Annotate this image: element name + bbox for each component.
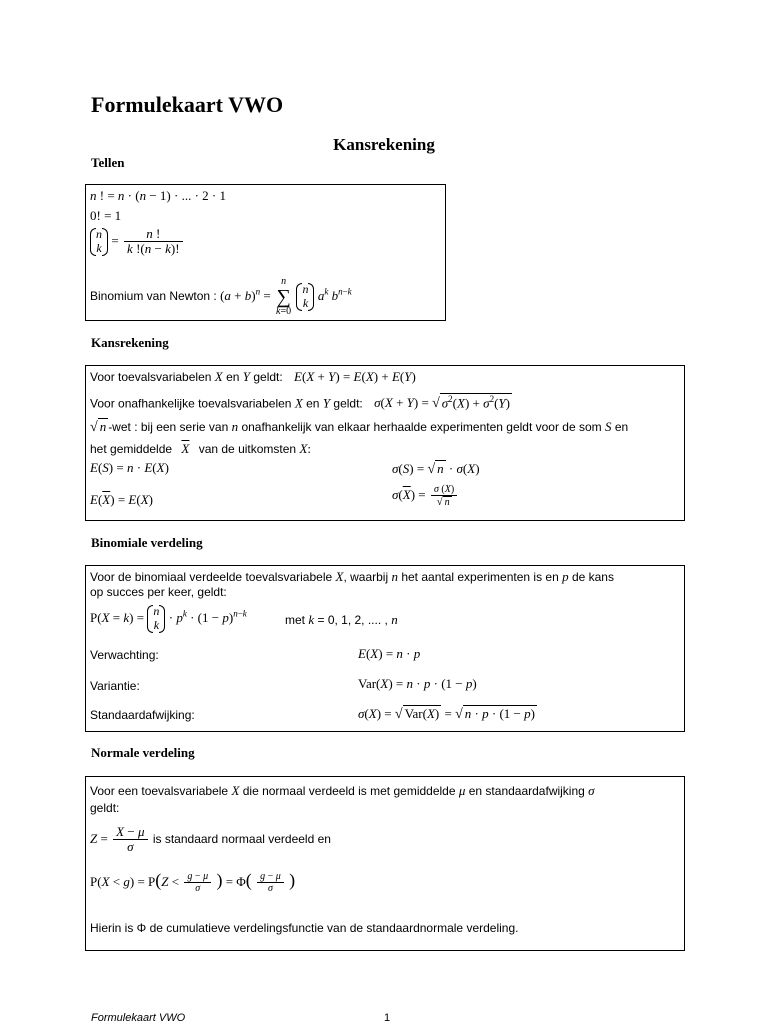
normaal-box xyxy=(85,776,685,951)
z-formula: Z = $\frac{X - \mu}{\sigma}$ is standaard normaal verdeeld en xyxy=(90,824,331,855)
normal-probability-formula: P(X < g) = P(Z < $\frac{g - \mu}{\sigma}$ ) = Φ( $\frac{g - \mu}{\sigma}$ ) xyxy=(90,870,296,895)
line1-suffix: geldt: xyxy=(253,370,283,384)
normaal-heading: Normale verdeling xyxy=(91,745,195,760)
binomial-intro: Voor de binomiaal verdeelde toevalsvariabele X, waarbij n het aantal experimenten is en p de kans xyxy=(90,569,614,584)
line2-prefix: Voor onafhankelijke toevalsvariabelen xyxy=(90,396,292,411)
line4-text2: van de uitkomsten xyxy=(198,442,297,456)
footer-left: Formulekaart VWO xyxy=(91,1012,186,1024)
binomiaal-box xyxy=(85,565,685,732)
verwachting-formula: E(X) = n · p xyxy=(358,646,421,661)
normal-intro2: die normaal verdeeld is met gemiddelde xyxy=(242,784,456,798)
section-title: Kansrekening xyxy=(333,135,435,154)
line2-suffix: geldt: xyxy=(333,396,363,411)
k-range: met k = 0, 1, 2, .... , n xyxy=(285,612,398,627)
binomiaal-heading: Binomiale verdeling xyxy=(91,535,203,550)
k-values: = 0, 1, 2, .... , xyxy=(317,613,388,627)
line4-text: het gemiddelde xyxy=(90,442,173,456)
es-formula: E(S) = n · E(X) xyxy=(90,460,169,475)
sigma-s-formula: σ(S) = √ n · σ(X) xyxy=(392,461,480,477)
binom-intro1: Voor de binomiaal verdeelde toevalsvariabele xyxy=(90,570,333,584)
line1-prefix: Voor toevalsvariabelen xyxy=(90,370,212,384)
newton-formula: Binomium van Newton : $(a + b)^n = n$ ∑ k=0 n k $a^k$ $b^{n-k}$ xyxy=(90,276,352,317)
normal-intro-geldt: geldt: xyxy=(90,801,120,815)
line3-text2: onafhankelijk van elkaar herhaalde experimenten geldt voor de som xyxy=(241,420,602,434)
normal-intro: Voor een toevalsvariabele X die normaal verdeeld is met gemiddelde μ en standaardafwijking σ xyxy=(90,783,595,798)
binomial-pmf: P(X = k) = n k · $p^k \cdot (1 - p)^{n-k}$ xyxy=(90,604,247,632)
kansrekening-heading: Kansrekening xyxy=(91,335,169,350)
binomial-intro2: op succes per keer, geldt: xyxy=(90,585,227,599)
factorial-formula: n ! = n · (n − 1) · ... · 2 · 1 xyxy=(90,188,226,203)
sigma-mean-formula: $\sigma(\overline{X})$ = $\frac{\sigma (X)}{√ n}$ xyxy=(392,484,459,508)
mean-line: het gemiddelde $\overline{X}$ van de uitkomsten X: xyxy=(90,441,312,456)
line3-text3: en xyxy=(614,420,629,434)
e-mean-formula: $E(\overline{X}) = E(X)$ xyxy=(90,492,154,507)
normal-intro3: en standaardafwijking xyxy=(468,784,585,798)
tellen-heading: Tellen xyxy=(91,155,125,170)
hierin-text: Hierin is Φ de cumulatieve verdelingsfunctie van de standaardnormale verdeling. xyxy=(90,921,519,935)
newton-label: Binomium van Newton : xyxy=(90,289,217,304)
expectation-sum-line: Voor toevalsvariabelen X en Y geldt: E(X + Y) = E(X) + E(Y) xyxy=(90,369,416,384)
verwachting-label: Verwachting: xyxy=(90,648,159,662)
binom-intro2: , waarbij xyxy=(343,570,389,584)
binom-intro4: de kans xyxy=(571,570,614,584)
line2-mid: en xyxy=(306,396,320,411)
sd-formula: σ(X) = √ Var(X) = √ n · p · (1 − p) xyxy=(358,706,535,722)
line1-mid: en xyxy=(226,370,240,384)
sd-label: Standaardafwijking: xyxy=(90,708,195,722)
variantie-formula: Var(X) = n · p · (1 − p) xyxy=(358,676,477,691)
kansrekening-box xyxy=(85,365,685,521)
variantie-label: Variantie: xyxy=(90,679,140,693)
z-text: is standaard normaal verdeeld en xyxy=(152,831,331,846)
met-label: met xyxy=(285,613,306,627)
binom-intro3: het aantal experimenten is en xyxy=(401,570,559,584)
binomial-coefficient-formula: n k = $\frac{n !}{k !(n - k)!}$ xyxy=(90,227,185,257)
tellen-box xyxy=(85,184,446,321)
sd-sum-line: Voor onafhankelijke toevalsvariabelen X en Y geldt: σ(X + Y) = √ $\sigma^2(X) + \sigma^2(Y)$ xyxy=(90,394,510,412)
page-title: Formulekaart VWO xyxy=(91,92,284,117)
zero-factorial-formula: 0! = 1 xyxy=(90,208,122,223)
page-number: 1 xyxy=(384,1012,391,1024)
line3-text: -wet : bij een serie van xyxy=(108,420,229,434)
sqrt-n-law-line: √ n -wet : bij een serie van n onafhankelijk van elkaar herhaalde experimenten geldt voor de som S en xyxy=(90,419,629,435)
normal-intro1: Voor een toevalsvariabele xyxy=(90,784,229,798)
